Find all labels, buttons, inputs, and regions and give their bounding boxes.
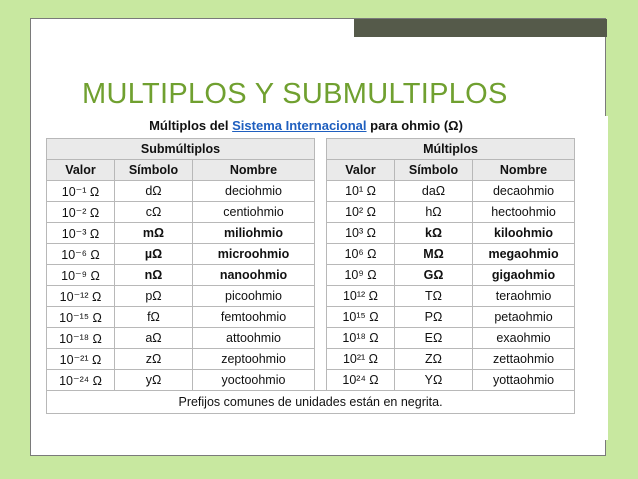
submultiplo-valor-cell: 10⁻¹ Ω bbox=[47, 181, 115, 202]
header-simbolo: Símbolo bbox=[395, 160, 473, 181]
header-simbolo: Símbolo bbox=[115, 160, 193, 181]
table-row bbox=[47, 370, 575, 391]
table-gap bbox=[315, 286, 327, 307]
multiplo-nombre-cell: petaohmio bbox=[473, 307, 575, 328]
multiplo-nombre-cell: decaohmio bbox=[473, 181, 575, 202]
table-row bbox=[47, 202, 575, 223]
submultiplo-valor-cell: 10⁻²⁴ Ω bbox=[47, 370, 115, 391]
table-gap bbox=[315, 160, 327, 181]
table-footnote: Prefijos comunes de unidades están en negrita. bbox=[47, 391, 575, 414]
submultiplo-simbolo-cell: zΩ bbox=[115, 349, 193, 370]
multiplo-valor-cell: 10¹⁵ Ω bbox=[327, 307, 395, 328]
table-gap bbox=[315, 223, 327, 244]
submultiplo-nombre-cell: yoctoohmio bbox=[193, 370, 315, 391]
accent-bar bbox=[354, 19, 607, 37]
submultiplo-valor-cell: 10⁻¹⁸ Ω bbox=[47, 328, 115, 349]
submultiplo-valor-cell: 10⁻³ Ω bbox=[47, 223, 115, 244]
submultiplo-simbolo-cell: yΩ bbox=[115, 370, 193, 391]
group-multiplos: Múltiplos bbox=[327, 139, 575, 160]
submultiplo-simbolo-cell: dΩ bbox=[115, 181, 193, 202]
multiplo-simbolo-cell: EΩ bbox=[395, 328, 473, 349]
caption-suffix: para ohmio (Ω) bbox=[370, 118, 463, 133]
table-row bbox=[47, 244, 575, 265]
table-gap bbox=[315, 244, 327, 265]
submultiplo-valor-cell: 10⁻² Ω bbox=[47, 202, 115, 223]
submultiplo-valor-cell: 10⁻⁹ Ω bbox=[47, 265, 115, 286]
multiplo-simbolo-cell: MΩ bbox=[395, 244, 473, 265]
multiplo-simbolo-cell: YΩ bbox=[395, 370, 473, 391]
submultiplo-simbolo-cell: fΩ bbox=[115, 307, 193, 328]
multiplo-valor-cell: 10⁶ Ω bbox=[327, 244, 395, 265]
table-row bbox=[47, 223, 575, 244]
submultiplo-nombre-cell: miliohmio bbox=[193, 223, 315, 244]
submultiplo-valor-cell: 10⁻¹² Ω bbox=[47, 286, 115, 307]
submultiplo-simbolo-cell: mΩ bbox=[115, 223, 193, 244]
table-row bbox=[47, 307, 575, 328]
submultiplo-simbolo-cell: aΩ bbox=[115, 328, 193, 349]
table-row bbox=[47, 349, 575, 370]
multiplo-nombre-cell: gigaohmio bbox=[473, 265, 575, 286]
multiplo-simbolo-cell: TΩ bbox=[395, 286, 473, 307]
multiplo-valor-cell: 10¹⁸ Ω bbox=[327, 328, 395, 349]
header-nombre: Nombre bbox=[193, 160, 315, 181]
submultiplo-nombre-cell: nanoohmio bbox=[193, 265, 315, 286]
table-row bbox=[47, 328, 575, 349]
submultiplo-nombre-cell: attoohmio bbox=[193, 328, 315, 349]
table-gap bbox=[315, 328, 327, 349]
submultiplo-valor-cell: 10⁻¹⁵ Ω bbox=[47, 307, 115, 328]
multiplo-nombre-cell: kiloohmio bbox=[473, 223, 575, 244]
header-nombre: Nombre bbox=[473, 160, 575, 181]
table-gap bbox=[315, 307, 327, 328]
multiplo-nombre-cell: yottaohmio bbox=[473, 370, 575, 391]
submultiplo-nombre-cell: centiohmio bbox=[193, 202, 315, 223]
submultiplo-nombre-cell: femtoohmio bbox=[193, 307, 315, 328]
table-row bbox=[47, 286, 575, 307]
group-submultiplos: Submúltiplos bbox=[47, 139, 315, 160]
submultiplo-valor-cell: 10⁻²¹ Ω bbox=[47, 349, 115, 370]
slide-title: MULTIPLOS Y SUBMULTIPLOS bbox=[82, 78, 508, 110]
multiplo-simbolo-cell: GΩ bbox=[395, 265, 473, 286]
header-valor: Valor bbox=[327, 160, 395, 181]
submultiplo-simbolo-cell: pΩ bbox=[115, 286, 193, 307]
multiplo-nombre-cell: megaohmio bbox=[473, 244, 575, 265]
table-gap bbox=[315, 202, 327, 223]
table-gap bbox=[315, 265, 327, 286]
caption-prefix: Múltiplos del bbox=[149, 118, 229, 133]
submultiplo-nombre-cell: microohmio bbox=[193, 244, 315, 265]
submultiplo-simbolo-cell: cΩ bbox=[115, 202, 193, 223]
table-row bbox=[47, 265, 575, 286]
table-gap bbox=[315, 181, 327, 202]
group-header-row bbox=[47, 139, 575, 160]
submultiplo-simbolo-cell: nΩ bbox=[115, 265, 193, 286]
multiplo-nombre-cell: hectoohmio bbox=[473, 202, 575, 223]
column-header-row bbox=[47, 160, 575, 181]
table-gap bbox=[315, 370, 327, 391]
multiplo-nombre-cell: zettaohmio bbox=[473, 349, 575, 370]
multiplo-valor-cell: 10²⁴ Ω bbox=[327, 370, 395, 391]
table-caption bbox=[36, 118, 576, 133]
multiplo-nombre-cell: exaohmio bbox=[473, 328, 575, 349]
multiplo-simbolo-cell: daΩ bbox=[395, 181, 473, 202]
multiplo-nombre-cell: teraohmio bbox=[473, 286, 575, 307]
table-row bbox=[47, 181, 575, 202]
submultiplo-valor-cell: 10⁻⁶ Ω bbox=[47, 244, 115, 265]
multiplo-valor-cell: 10²¹ Ω bbox=[327, 349, 395, 370]
submultiplo-nombre-cell: deciohmio bbox=[193, 181, 315, 202]
multiplo-valor-cell: 10⁹ Ω bbox=[327, 265, 395, 286]
multiplo-simbolo-cell: hΩ bbox=[395, 202, 473, 223]
table-gap bbox=[315, 349, 327, 370]
table-gap bbox=[315, 139, 327, 160]
multiplo-valor-cell: 10¹² Ω bbox=[327, 286, 395, 307]
multiplo-valor-cell: 10³ Ω bbox=[327, 223, 395, 244]
multiplo-simbolo-cell: kΩ bbox=[395, 223, 473, 244]
submultiplo-nombre-cell: picoohmio bbox=[193, 286, 315, 307]
submultiplo-nombre-cell: zeptoohmio bbox=[193, 349, 315, 370]
multiplo-valor-cell: 10² Ω bbox=[327, 202, 395, 223]
header-valor: Valor bbox=[47, 160, 115, 181]
multiplo-simbolo-cell: PΩ bbox=[395, 307, 473, 328]
units-table-figure bbox=[36, 116, 608, 440]
caption-link-sistema-internacional[interactable]: Sistema Internacional bbox=[232, 118, 367, 133]
footnote-row bbox=[47, 391, 575, 414]
submultiplo-simbolo-cell: µΩ bbox=[115, 244, 193, 265]
multiplo-simbolo-cell: ZΩ bbox=[395, 349, 473, 370]
multiplo-valor-cell: 10¹ Ω bbox=[327, 181, 395, 202]
units-table bbox=[46, 138, 575, 414]
